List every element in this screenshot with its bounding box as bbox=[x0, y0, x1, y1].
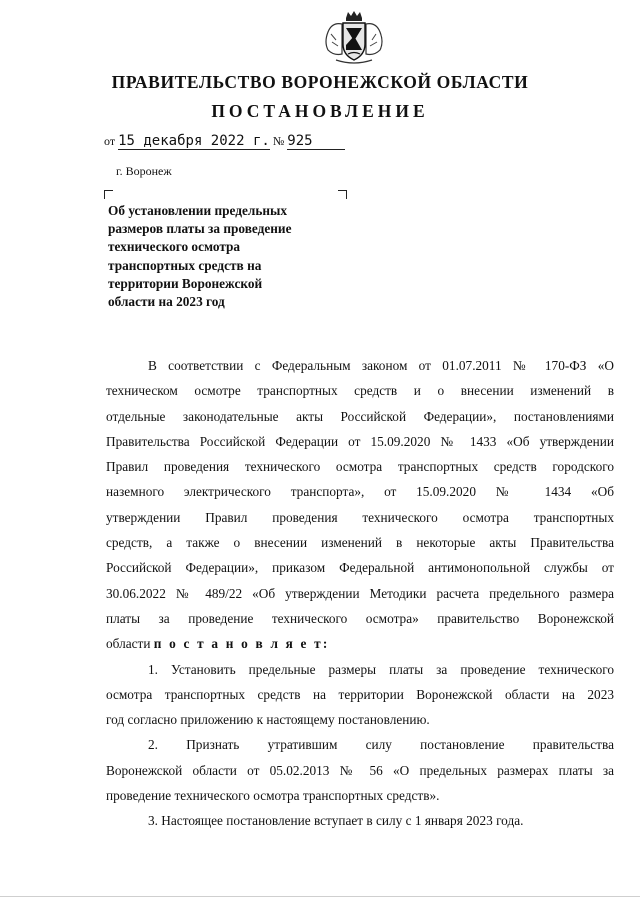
document-type: ПОСТАНОВЛЕНИЕ bbox=[211, 101, 429, 121]
document-body bbox=[106, 353, 614, 834]
page-bottom-rule bbox=[0, 896, 640, 897]
item-2-line: проведение технического осмотра транспортных средств». bbox=[106, 788, 440, 804]
coat-of-arms-icon bbox=[322, 10, 386, 66]
item-1-line: год согласно приложению к настоящему постановлению. bbox=[106, 712, 430, 728]
city: г. Воронеж bbox=[116, 164, 172, 178]
body-line: 30.06.2022 № 489/22 «Об утверждении Методики расчета предельного размера bbox=[106, 585, 614, 601]
title-line: транспортных средств на bbox=[108, 257, 262, 273]
body-line: техническом осмотре транспортных средств и о внесении изменений в bbox=[106, 383, 614, 399]
body-line: Правительства Российской Федерации от 15.09.2020 № 1433 «Об утверждении bbox=[106, 433, 614, 449]
body-line: отдельные законодательные акты Российской Федерации», постановлениями bbox=[106, 408, 614, 424]
item-3-line: 3. Настоящее постановление вступает в силу с 1 января 2023 года. bbox=[148, 813, 524, 829]
body-line: утверждении Правил проведения технического осмотра транспортных bbox=[106, 509, 614, 525]
date-number-line bbox=[104, 133, 345, 150]
resolve-line bbox=[106, 631, 614, 656]
resolve-prefix: области bbox=[106, 636, 151, 652]
number-prefix: № bbox=[272, 134, 285, 148]
document-date: 15 декабря 2022 г. bbox=[118, 133, 270, 149]
title-line: территории Воронежской bbox=[108, 275, 263, 291]
date-prefix: от bbox=[104, 134, 116, 148]
title-line: Об установлении предельных bbox=[108, 203, 288, 218]
title-line: размеров платы за проведение bbox=[108, 221, 292, 237]
document-title bbox=[108, 202, 338, 311]
title-bracket-right bbox=[338, 190, 347, 199]
body-line: платы за проведение технического осмотра» правительство Воронежской bbox=[106, 610, 614, 626]
item-2-line: 2. Признать утратившим силу постановление правительства bbox=[148, 737, 614, 753]
document-number: 925 bbox=[287, 133, 313, 149]
government-name: ПРАВИТЕЛЬСТВО ВОРОНЕЖСКОЙ ОБЛАСТИ bbox=[111, 72, 529, 92]
body-line: В соответствии с Федеральным законом от 01.07.2011 № 170-ФЗ «О bbox=[148, 358, 614, 373]
title-bracket-left bbox=[104, 190, 113, 199]
body-line: Российской Федерации», приказом Федеральной антимонопольной службы от bbox=[106, 560, 614, 576]
item-1-line: осмотра транспортных средств на территории Воронежской области на 2023 bbox=[106, 686, 614, 702]
body-line: средств, а также о внесении изменений в некоторые акты Правительства bbox=[106, 535, 614, 551]
title-line: технического осмотра bbox=[108, 239, 241, 255]
body-line: наземного электрического транспорта», от 15.09.2020 № 1434 «Об bbox=[106, 484, 614, 500]
body-line: Правил проведения технического осмотра транспортных средств городского bbox=[106, 459, 614, 475]
resolve-word: п о с т а н о в л я е т: bbox=[153, 636, 330, 652]
item-2-line: Воронежской области от 05.02.2013 № 56 «О предельных размерах платы за bbox=[106, 762, 614, 778]
item-1-line: 1. Установить предельные размеры платы за проведение технического bbox=[148, 661, 614, 677]
title-line: области на 2023 год bbox=[108, 294, 225, 310]
